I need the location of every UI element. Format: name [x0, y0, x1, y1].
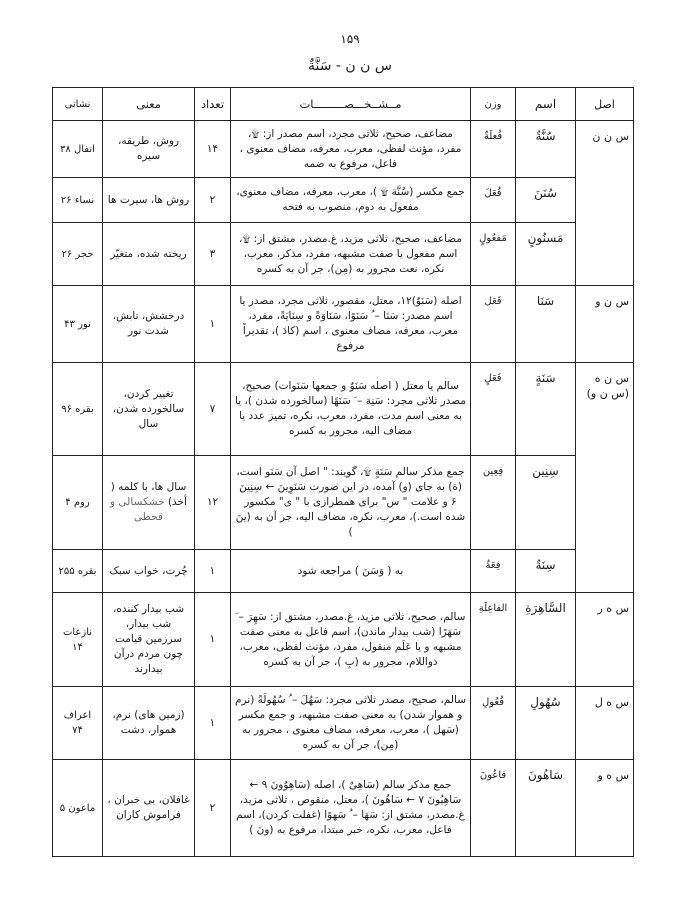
- root-cell: س ه ل: [576, 687, 634, 760]
- header-count: تعداد: [195, 88, 231, 121]
- reference-cell: بقره ۲۵۵: [53, 550, 103, 593]
- pattern-cell: الفاعِلَةِ: [471, 593, 516, 687]
- table-row: [53, 593, 634, 687]
- meaning-cell: روش ها، سیرت ها: [103, 178, 195, 223]
- reference-cell: نور ۴۳: [53, 286, 103, 363]
- pattern-cell: فِعَةٌ: [471, 550, 516, 593]
- table-row: [53, 286, 634, 363]
- table-row: [53, 121, 634, 178]
- header-asl: اصل: [576, 88, 634, 121]
- reference-cell: نساء ۲۶: [53, 178, 103, 223]
- noun-cell: مَسنُونٍ: [516, 223, 576, 286]
- reference-cell: حجر ۲۶: [53, 223, 103, 286]
- count-cell: ۱۲: [195, 456, 231, 550]
- pattern-cell: فُعَلَ: [471, 178, 516, 223]
- description-cell: به ( وَسَنَ ) مراجعه شود: [231, 550, 471, 593]
- table-row: [53, 178, 634, 223]
- description-cell: سالم، صحیح، ثلاثی مزید، غ.مصدر، مشتق از: سَهِرَ – َ سَهَرًا (شب بیدار ماندن)، اسم فاعل به معنی صفت مشبهه و یا عَلَم منقول، مفرد، مؤنث لفظی، معرب، ذواللام، مجرور به (بِ )، جر آن به کسره: [231, 593, 471, 687]
- meaning-cell: (زمین های) نرم، هموار، دشت: [103, 687, 195, 760]
- noun-cell: سُهُولِ: [516, 687, 576, 760]
- meaning-cell: روش، طریقه، سیره: [103, 121, 195, 178]
- root-cell: س ه و: [576, 760, 634, 857]
- pattern-cell: مَفعُولٍ: [471, 223, 516, 286]
- reference-cell: اعراف ۷۴: [53, 687, 103, 760]
- pattern-cell: فَعَلٍ: [471, 363, 516, 456]
- page-number: ۱۵۹: [340, 32, 360, 46]
- header-wazn: وزن: [471, 88, 516, 121]
- description-cell: جمع مکسر (سُنَّة ۩ )، معرب، معرفه، مضاف معنوی، مفعول به دوم، منصوب به فتحه: [231, 178, 471, 223]
- table-row: [53, 456, 634, 550]
- noun-cell: سَنَةٍ: [516, 363, 576, 456]
- meaning-cell: شب بیدار کننده، شب بیدار، سرزمین قیامت چون مردم درآن بیدارند: [103, 593, 195, 687]
- description-cell: اصله (سَنَوٌ)۱۲، معتل، مقصور، ثلاثی مجرد، مصدر یا اسم مصدر: سَنَا – ُ سَنَوًا، سَنَاوَةً و سِنَایَةً، مفرد، معرب، معرفه، مضاف معنوی ، اسم (کادَ )، تقدیراً مرفوع: [231, 286, 471, 363]
- noun-cell: سِنِین: [516, 456, 576, 550]
- reference-cell: بقره ۹۶: [53, 363, 103, 456]
- count-cell: ۱: [195, 550, 231, 593]
- meaning-cell: [103, 456, 195, 550]
- meaning-cell: غافلان، بی خبران ، فراموش کاران: [103, 760, 195, 857]
- table-row: [53, 760, 634, 857]
- reference-cell: ماعون ۵: [53, 760, 103, 857]
- meaning-text: سال ها، با کلمه ( أخذ): [110, 481, 187, 508]
- pattern-cell: فَعَل: [471, 286, 516, 363]
- meaning-cell: ریخته شده، متغیّر: [103, 223, 195, 286]
- header-meaning: معنی: [103, 88, 195, 121]
- description-cell: سالم، صحیح، مصدر ثلاثی مجرد: سَهُلَ – ُ سُهُولَةً (نرم و هموار شدن) به معنی صفت مشبهه، و جمع مکسر (سَهل )، معرب، معرفه، مضاف معنوی ، مجرور به (مِن)، جر آن به کسره: [231, 687, 471, 760]
- meaning-cell: تغییر کردن، سالخورده شدن، سال: [103, 363, 195, 456]
- pattern-cell: فِعِین: [471, 456, 516, 550]
- description-cell: مضاعف، صحیح، ثلاثی مجرد، اسم مصدر از: ۩، مفرد، مؤنث لفظی، معرب، معرفه، مضاف معنوی ، فاعل، مرفوع به ضمه: [231, 121, 471, 178]
- count-cell: ۱: [195, 593, 231, 687]
- noun-cell: السَّاهِرَةِ: [516, 593, 576, 687]
- table-row: [53, 687, 634, 760]
- noun-cell: سُنَنَ: [516, 178, 576, 223]
- count-cell: ۱: [195, 687, 231, 760]
- description-cell: مضاعف، صحیح، ثلاثی مزید، غ.مصدر، مشتق از: ۩، اسم مفعول یا صفت مشبهه، مفرد، مذکر، معرب، نکره، نعت مجرور به (مِن)، جر آن به کسره: [231, 223, 471, 286]
- noun-cell: سَاهُونَ: [516, 760, 576, 857]
- count-cell: ۲: [195, 760, 231, 857]
- description-cell: جمع مذکر سالم (سَاهِیٌ )، اصله (سَاهِوُونَ ۹ ← سَاهِیُونَ ۷ ← سَاهُونَ )، معتل، منقوص ، ثلاثی مزید، غ.مصدر، مشتق از: سَهَا – ُ سَهوًا (غفلت کردن)، اسم فاعل، معرب، نکره، خبر مبتدا، مرفوع به (ونَ ): [231, 760, 471, 857]
- meaning-text-gray: خشکسالی و قحطی: [110, 496, 165, 523]
- pattern-cell: فُعُولِ: [471, 687, 516, 760]
- meaning-cell: درخشش، تابش، شدت نور: [103, 286, 195, 363]
- noun-cell: سَنَا: [516, 286, 576, 363]
- meaning-cell: چُرت، خواب سبک: [103, 550, 195, 593]
- reference-cell: انفال ۳۸: [53, 121, 103, 178]
- reference-cell: نازعات ۱۴: [53, 593, 103, 687]
- reference-cell: روم ۴: [53, 456, 103, 550]
- description-cell: سالم یا معتل ( اصله سَنَوٌ و جمعها سَنَوات) صحیح، مصدر ثلاثی مجرد: سَنِهَ – َ سَنَهًا (سالخورده شدن )، یا به معنی اسم مدت، مفرد، معرب، نکره، تمیز عدد یا مضاف الیه، مجرور به کسره: [231, 363, 471, 456]
- header-description: مــشــخـــصـــــــــات: [231, 88, 471, 121]
- header-reference: نشانی: [53, 88, 103, 121]
- root-cell: س ن ه (س ن و): [576, 363, 634, 593]
- pattern-cell: فاعُونَ: [471, 760, 516, 857]
- count-cell: ۳: [195, 223, 231, 286]
- root-cell: س ن ن: [576, 121, 634, 286]
- lexicon-table: [52, 87, 634, 857]
- root-cell: س ه ر: [576, 593, 634, 687]
- pattern-cell: فُعلَةٌ: [471, 121, 516, 178]
- noun-cell: سِنَةٌ: [516, 550, 576, 593]
- noun-cell: سُنَّةٌ: [516, 121, 576, 178]
- root-cell: س ن و: [576, 286, 634, 363]
- table-row: [53, 363, 634, 456]
- table-row: [53, 550, 634, 593]
- header-ism: اسم: [516, 88, 576, 121]
- page-title: س ن ن - سَنَّةٌ: [308, 58, 392, 74]
- table-row: [53, 223, 634, 286]
- count-cell: ۷: [195, 363, 231, 456]
- count-cell: ۱: [195, 286, 231, 363]
- description-cell: جمع مذکر سالم سَنَةٍ ۩، گویند: " اصل آن سَنَو است، (ة) به جای (و) آمده، در این صورت سَنَوِینَ ← سِنِینَ ۶ و علامت " س" برای همطرازی با " ی" مکسور شده است.)، معرب، نکره، مضاف الیه، جر آن به (ینَ ): [231, 456, 471, 550]
- table-header-row: [53, 88, 634, 121]
- count-cell: ۲: [195, 178, 231, 223]
- count-cell: ۱۴: [195, 121, 231, 178]
